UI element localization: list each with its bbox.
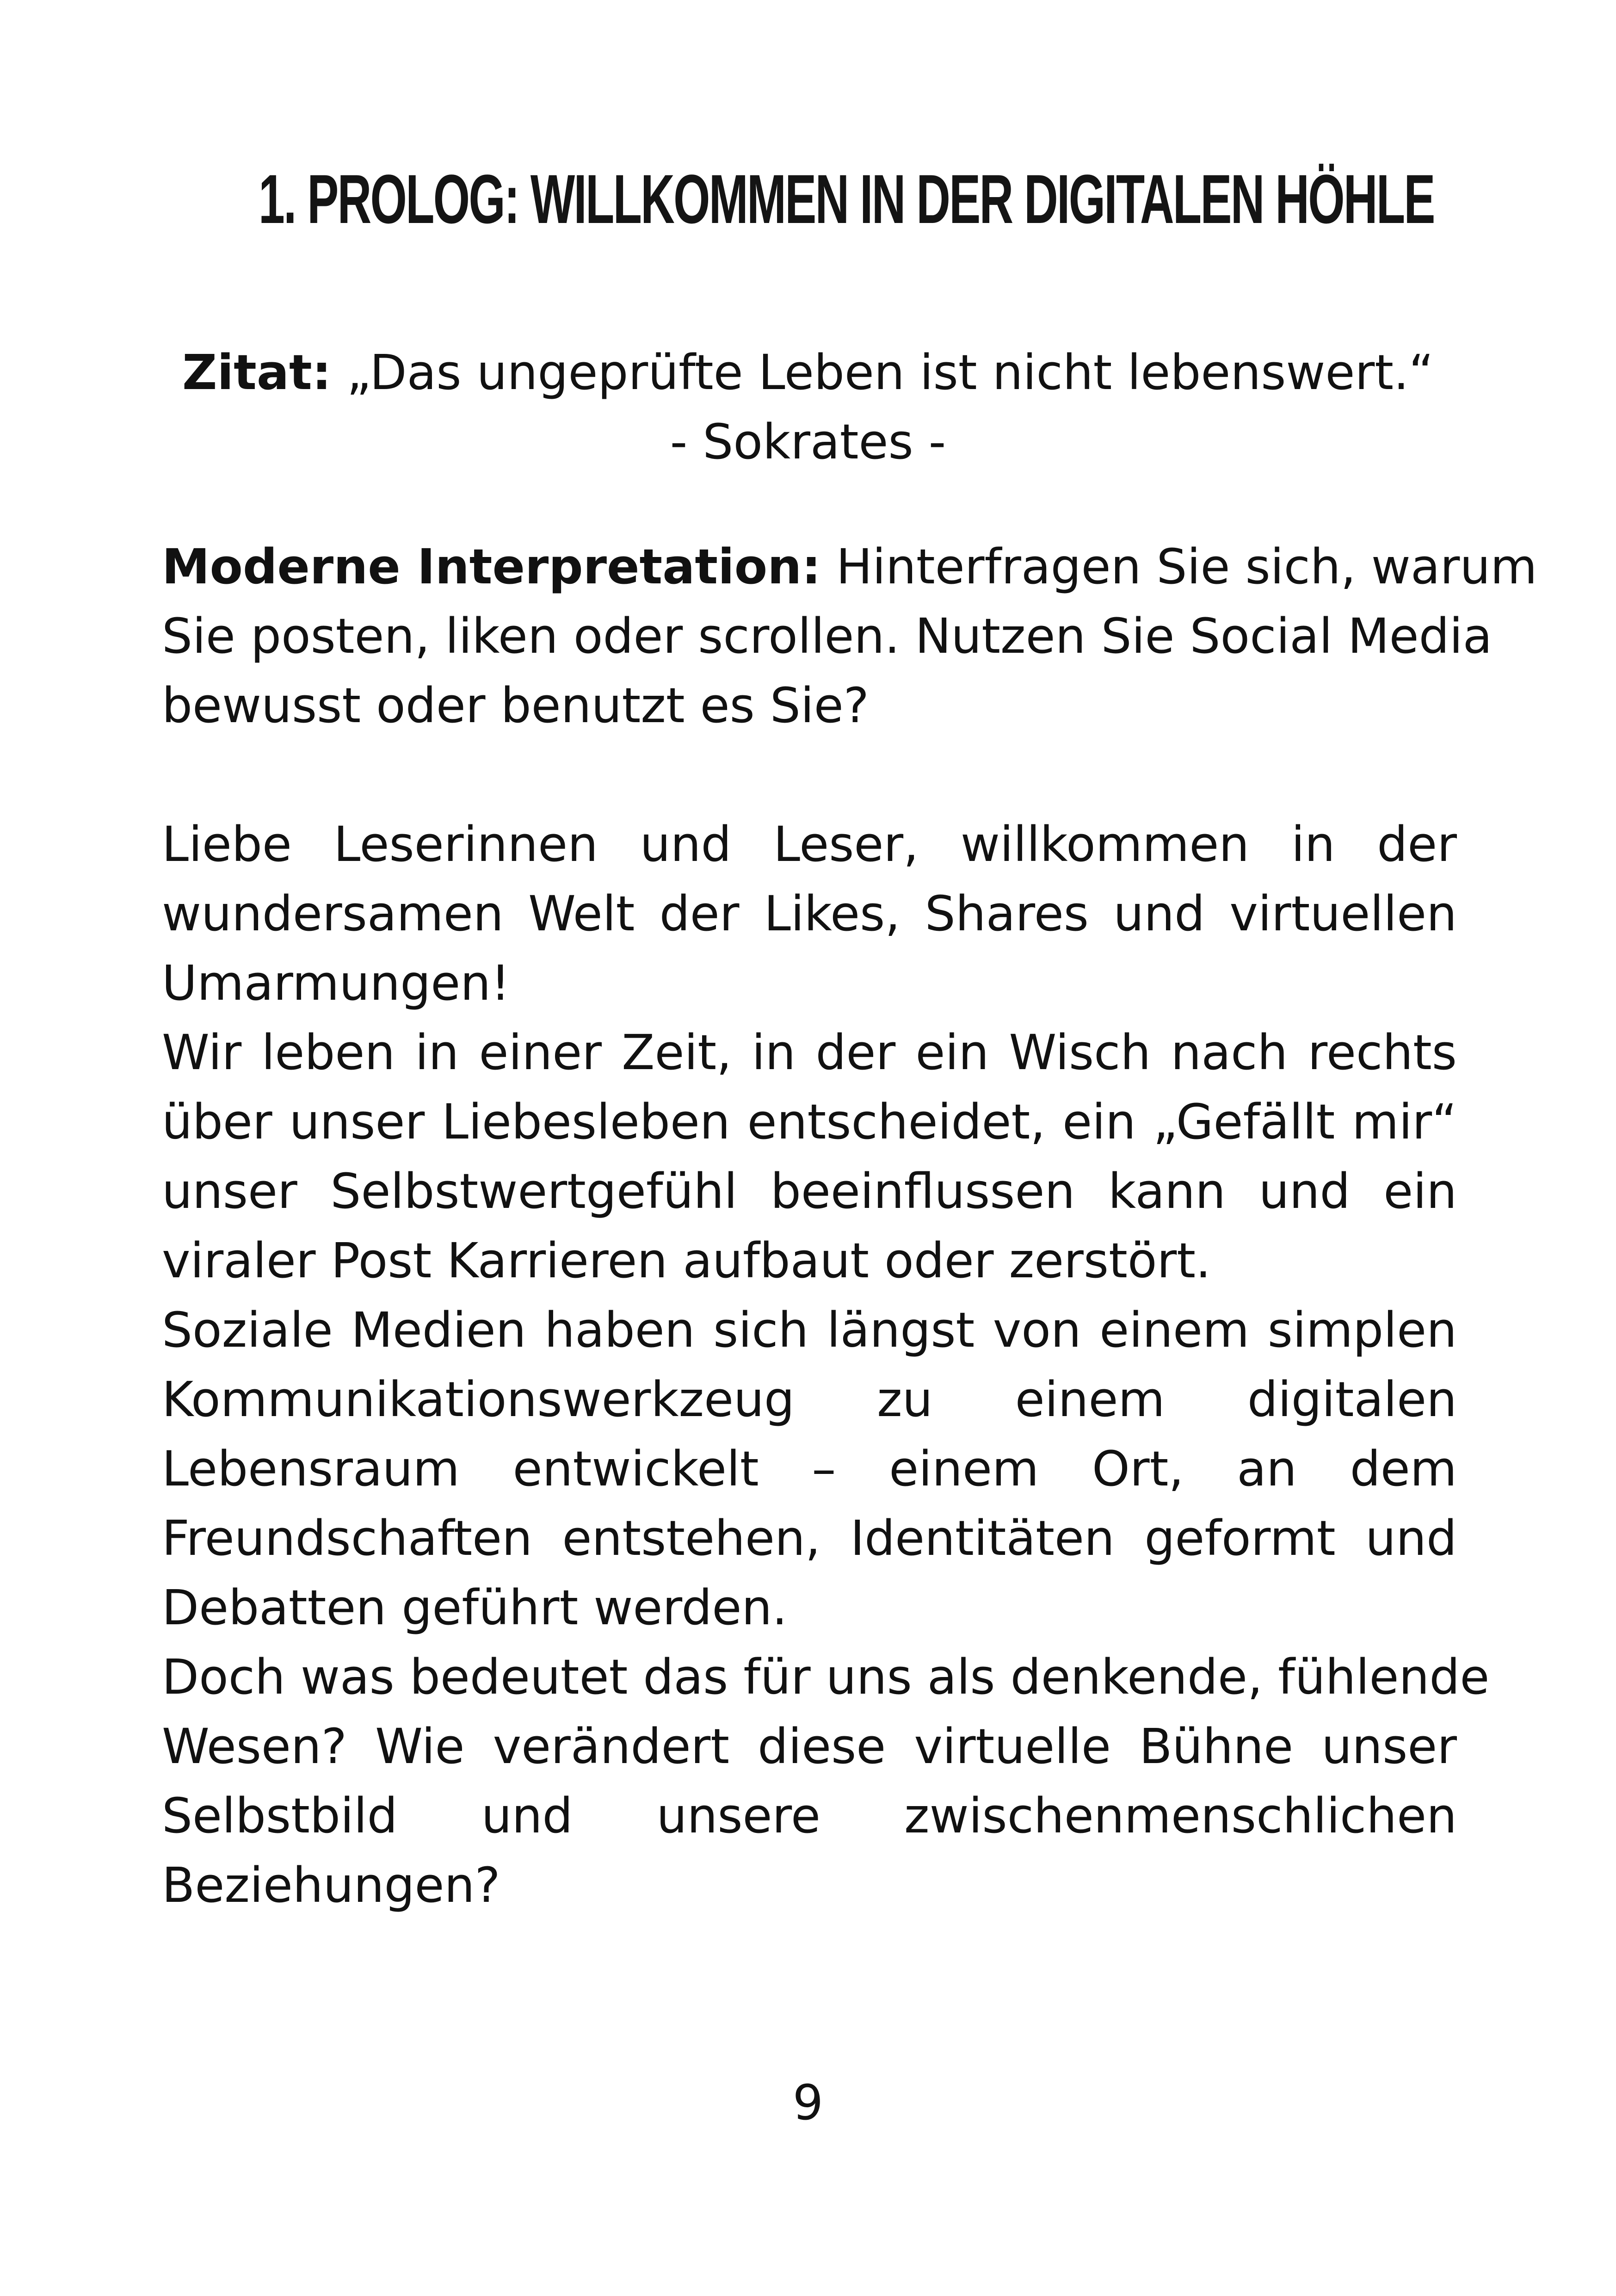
paragraph-line: über unser Liebesleben entscheidet, ein „Gefällt mir“ — [162, 1094, 1457, 1150]
interpretation-block — [162, 532, 1537, 740]
paragraph-line: viraler Post Karrieren aufbaut oder zerstört. — [162, 1232, 1211, 1289]
interpretation-label: Moderne Interpretation: — [162, 538, 821, 595]
interpretation-line-3: bewusst oder benutzt es Sie? — [162, 677, 869, 734]
paragraph-line: Umarmungen! — [162, 955, 510, 1011]
quote-text: „Das ungeprüfte Leben ist nicht lebenswert.“ — [331, 344, 1434, 401]
quote-block — [0, 338, 1616, 477]
paragraph-line: Kommunikationswerkzeug zu einem digitalen — [162, 1371, 1457, 1428]
paragraph-1 — [162, 810, 1457, 1018]
interpretation-text-1: Hinterfragen Sie sich, warum — [820, 538, 1537, 595]
paragraph-line: Soziale Medien haben sich längst von einem simplen — [162, 1302, 1457, 1358]
paragraph-line: Freundschaften entstehen, Identitäten geformt und — [162, 1510, 1457, 1566]
paragraph-line: Wesen? Wie verändert diese virtuelle Bühne unser — [162, 1718, 1457, 1775]
body-text — [162, 810, 1490, 1920]
paragraph-3 — [162, 1295, 1457, 1642]
paragraph-line: unser Selbstwertgefühl beeinflussen kann und ein — [162, 1163, 1457, 1219]
paragraph-line: Beziehungen? — [162, 1857, 500, 1913]
page-number: 9 — [792, 2074, 824, 2131]
interpretation-line-2: Sie posten, liken oder scrollen. Nutzen Sie Social Media — [162, 608, 1493, 664]
paragraph-line: wundersamen Welt der Likes, Shares und virtuellen — [162, 885, 1457, 942]
quote-label: Zitat: — [182, 344, 332, 401]
paragraph-4 — [162, 1642, 1490, 1920]
paragraph-line: Doch was bedeutet das für uns als denkende, fühlende — [162, 1649, 1490, 1705]
paragraph-line: Wir leben in einer Zeit, in der ein Wisch nach rechts — [162, 1024, 1457, 1081]
paragraph-2 — [162, 1018, 1457, 1295]
paragraph-line: Selbstbild und unsere zwischenmenschlichen — [162, 1788, 1457, 1844]
chapter-title: 1. PROLOG: WILLKOMMEN IN DER DIGITALEN HÖHLE — [259, 160, 1434, 238]
quote-line — [0, 338, 1616, 407]
interpretation-line-1 — [162, 532, 1537, 601]
quote-author: - Sokrates - — [670, 414, 946, 470]
paragraph-line: Lebensraum entwickelt – einem Ort, an dem — [162, 1441, 1457, 1497]
paragraph-line: Liebe Leserinnen und Leser, willkommen in der — [162, 816, 1457, 873]
paragraph-line: Debatten geführt werden. — [162, 1579, 788, 1636]
